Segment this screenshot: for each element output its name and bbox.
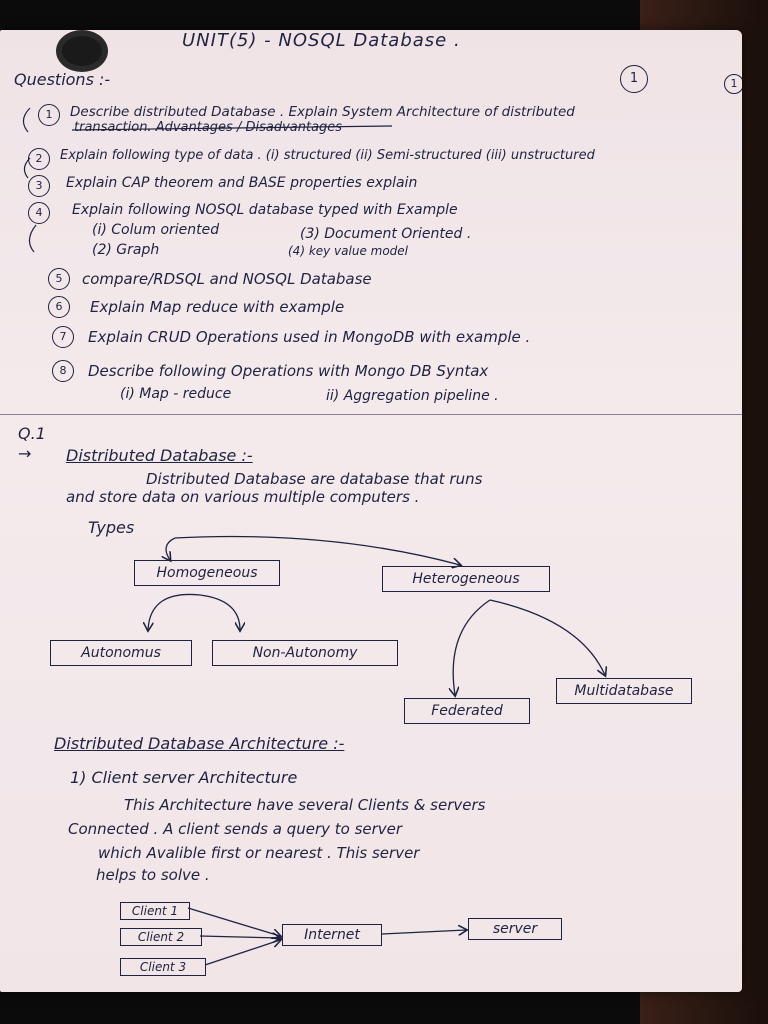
type-homogeneous: Homogeneous	[134, 560, 280, 586]
question-number: 1	[38, 104, 60, 126]
internet-box: Internet	[282, 924, 382, 946]
arrow-internet-server	[382, 930, 466, 934]
page-title: UNIT(5) - NOSQL Database .	[182, 30, 461, 51]
arrow-homogeneous-nonautonomous	[200, 595, 240, 630]
definition-line: Distributed Database are database that runs	[146, 470, 483, 488]
question-text: Describe following Operations with Mongo DB Syntax	[88, 362, 489, 380]
arrow-client2-internet	[200, 936, 280, 938]
notebook-page	[0, 30, 742, 992]
binder-hole	[56, 30, 108, 72]
arrow-heterogeneous-federated	[453, 600, 490, 695]
architecture-text: which Avalible first or nearest . This server	[98, 844, 420, 862]
architecture-item: 1) Client server Architecture	[70, 768, 298, 787]
question-text: Explain following type of data . (i) structured (ii) Semi-structured (iii) unstructured	[60, 148, 595, 163]
question-number: 5	[48, 268, 70, 290]
question-number: 3	[28, 175, 50, 197]
arrow-heterogeneous-multidatabase	[490, 600, 605, 675]
answer-arrow: →	[18, 444, 32, 463]
answer-heading: Distributed Database :-	[66, 446, 253, 465]
q8-subitem: ii) Aggregation pipeline .	[326, 388, 499, 404]
client-1-box: Client 1	[120, 902, 190, 920]
arrow-homogeneous-autonomous	[148, 594, 200, 630]
section-divider	[0, 414, 742, 415]
question-number: 4	[28, 202, 50, 224]
question-text: compare/RDSQL and NOSQL Database	[82, 270, 372, 288]
server-box: server	[468, 918, 562, 940]
architecture-heading: Distributed Database Architecture :-	[54, 734, 345, 753]
arrow-client3-internet	[205, 940, 280, 965]
type-heterogeneous: Heterogeneous	[382, 566, 550, 592]
q4-subitem: (4) key value model	[288, 244, 409, 258]
q4-subitem: (i) Colum oriented	[92, 222, 220, 238]
definition-line: and store data on various multiple computers .	[66, 488, 420, 506]
client-3-box: Client 3	[120, 958, 206, 976]
types-label: Types	[88, 518, 135, 537]
question-number: 6	[48, 296, 70, 318]
question-text: Explain CRUD Operations used in MongoDB with example .	[88, 328, 531, 346]
arrow-types-homogeneous	[166, 538, 175, 560]
architecture-text: helps to solve .	[96, 866, 210, 884]
page-number-circle-corner: 1	[724, 74, 742, 94]
question-number: 8	[52, 360, 74, 382]
type-autonomous: Autonomus	[50, 640, 192, 666]
question-text: Explain CAP theorem and BASE properties explain	[66, 175, 418, 191]
question-text-continued: transaction. Advantages / Disadvantages	[74, 120, 343, 135]
type-multidatabase: Multidatabase	[556, 678, 692, 704]
page-number-circle: 1	[620, 65, 648, 93]
q8-subitem: (i) Map - reduce	[120, 386, 232, 402]
questions-heading: Questions :-	[14, 70, 111, 89]
architecture-text: This Architecture have several Clients & servers	[124, 796, 486, 814]
question-text: Explain following NOSQL database typed with Example	[72, 202, 458, 218]
client-2-box: Client 2	[120, 928, 202, 946]
q4-subitem: (3) Document Oriented .	[300, 226, 472, 242]
question-number: 2	[28, 148, 50, 170]
answer-label: Q.1	[18, 424, 46, 443]
type-federated: Federated	[404, 698, 530, 724]
question-text: Explain Map reduce with example	[90, 298, 345, 316]
type-non-autonomous: Non-Autonomy	[212, 640, 398, 666]
q4-subitem: (2) Graph	[92, 242, 160, 258]
architecture-text: Connected . A client sends a query to server	[68, 820, 403, 838]
question-text: Describe distributed Database . Explain System Architecture of distributed	[70, 104, 575, 120]
question-number: 7	[52, 326, 74, 348]
